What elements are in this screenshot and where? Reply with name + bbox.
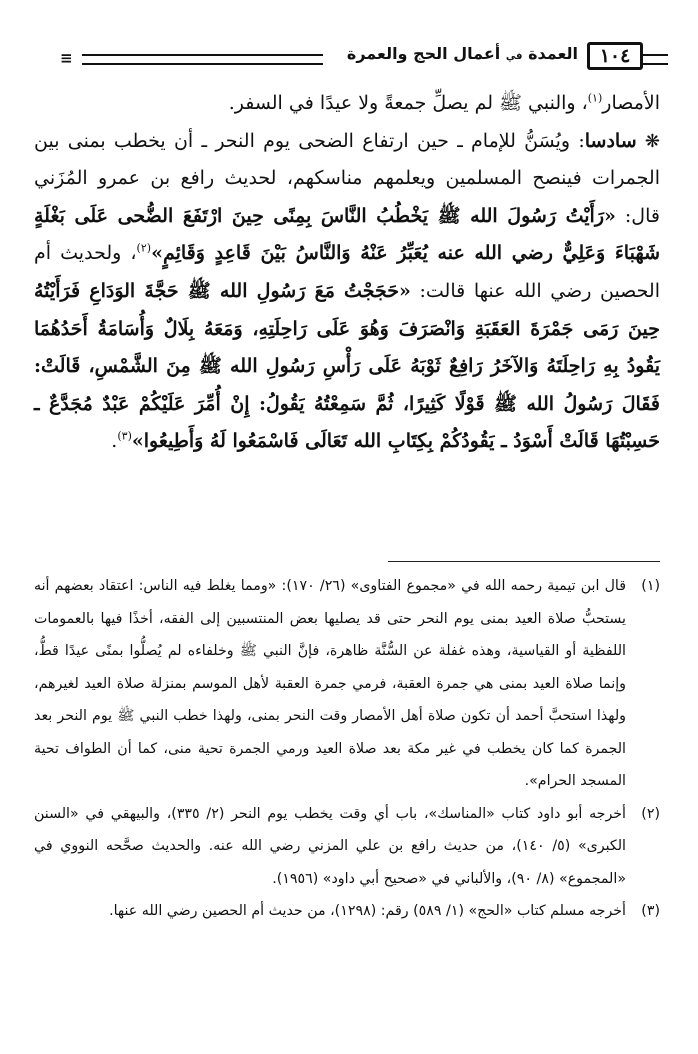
paragraph-1: الأمصار$^{(١)}$، والنبي ﷺ لم يصلِّ جمعةً ولا عيدًا في السفر. xyxy=(228,91,660,114)
footnote-number: (١) xyxy=(641,578,660,594)
paragraph-2: ❋ سادسا: ويُسَنُّ للإمام ـ حين ارتفاع الضحى يوم النحر ـ أن يخطب بمنى بين الجمرات فينصح المسلمين ويعلمهم مناسكهم، لحديث رافع بن عمرو المُزَني قال: «رَأَيْتُ رَسُولَ الله ﷺ يَخْطُبُ النَّاسَ بِمِنًى حِينَ ارْتَفَعَ الضُّحى عَلَى بَغْلَةٍ شَهْبَاءَ وَعَلِيٌّ رضي الله عنه يُعَبِّرُ عَنْهُ وَالنَّاسُ بَيْنَ قَاعِدٍ وَقَائِمٍ»$^{(٢)}$، ولحديث أم الحصين رضي الله عنها قالت: «حَجَجْتُ مَعَ رَسُولِ الله ﷺ حَجَّةَ الوَدَاعِ فَرَأَيْتُهُ حِينَ رَمَى جَمْرَةَ العَقَبَةِ وَانْصَرَفَ وَهُوَ عَلَى رَاحِلَتِهِ، وَمَعَهُ بِلَالٌ وَأُسَامَةُ أَحَدُهُمَا يَقُودُ بِهِ رَاحِلَتَهُ وَالآخَرُ رَافِعٌ ثَوْبَهُ عَلَى رَأْسِ رَسُولِ الله ﷺ مِنَ الشَّمْسِ، قَالَتْ: فَقَالَ رَسُولُ الله ﷺ قَوْلًا كَثِيرًا، ثُمَّ سَمِعْتُهُ يَقُولُ: إِنْ أُمِّرَ عَلَيْكُمْ عَبْدٌ مُجَدَّعٌ ـ حَسِبْتُهَا قَالَتْ أَسْوَدُ ـ يَقُودُكُمْ بِكِتَابِ الله تَعَالَى فَاسْمَعُوا لَهُ وَأَطِيعُوا»$^{(٣)}$. xyxy=(34,129,661,453)
footnote-3 xyxy=(34,895,660,928)
footnote-ref-1[interactable]: (١) xyxy=(587,91,603,105)
main-text xyxy=(34,85,660,461)
hadith-quote-1: «رَأَيْتُ رَسُولَ الله ﷺ يَخْطُبُ النَّاسَ بِمِنًى حِينَ ارْتَفَعَ الضُّحى عَلَى بَغْلَةٍ شَهْبَاءَ وَعَلِيٌّ رضي الله عنه يُعَبِّرُ عَنْهُ وَالنَّاسُ بَيْنَ قَاعِدٍ وَقَائِمٍ» xyxy=(34,204,661,265)
running-header xyxy=(30,40,668,74)
header-rule-right xyxy=(643,54,668,65)
page-number: ١٠٤ xyxy=(587,42,643,70)
section-heading-sixth: سادسا xyxy=(584,129,637,152)
footnote-number: (٢) xyxy=(641,805,660,822)
footnotes xyxy=(34,570,660,928)
star-ornament: ❋ xyxy=(644,130,660,152)
header-rule-middle xyxy=(82,54,323,65)
footnote-number: (٣) xyxy=(641,903,660,919)
footnote-text: قال ابن تيمية رحمه الله في «مجموع الفتاوى» (٢٦/ ١٧٠): «ومما يغلط فيه الناس: اعتقاد بعضهم أنه يستحبُّ صلاة العيد بمنى يوم النحر حتى قد يصليها بعض المنتسبين إلى الفقه، أخذًا فيها بالعمومات اللفظية أو القياسية، وهذه غفلة عن السُّنَّة ظاهرة، فإنَّ النبي ﷺ وخلفاءه لم يُصلُّوا بمنًى عيدًا قطُّ، وإنما صلاة العيد بمنى هي جمرة العقبة، فرمي جمرة العقبة لأهل الموسم بمنزلة صلاة العيد لغيرهم، ولهذا استحبَّ أحمد أن تكون صلاة أهل الأمصار وقت النحر بمنى، ولهذا خطب النبي ﷺ يوم النحر بعد الجمرة كما كان يخطب في غير مكة بعد صلاة العيد ورمي الجمرة تحية منى، كما أن الطواف تحية المسجد الحرام». xyxy=(34,578,626,789)
hadith-quote-2: «حَجَجْتُ مَعَ رَسُولِ الله ﷺ حَجَّةَ الوَدَاعِ فَرَأَيْتُهُ حِينَ رَمَى جَمْرَةَ العَقَبَةِ وَانْصَرَفَ وَهُوَ عَلَى رَاحِلَتِهِ، وَمَعَهُ بِلَالٌ وَأُسَامَةُ أَحَدُهُمَا يَقُودُ بِهِ رَاحِلَتَهُ وَالآخَرُ رَافِعٌ ثَوْبَهُ عَلَى رَأْسِ رَسُولِ الله ﷺ مِنَ الشَّمْسِ، قَالَتْ: فَقَالَ رَسُولُ الله ﷺ قَوْلًا كَثِيرًا، ثُمَّ سَمِعْتُهُ يَقُولُ: إِنْ أُمِّرَ عَلَيْكُمْ عَبْدٌ مُجَدَّعٌ ـ حَسِبْتُهَا قَالَتْ أَسْوَدُ ـ يَقُودُكُمْ بِكِتَابِ الله تَعَالَى فَاسْمَعُوا لَهُ وَأَطِيعُوا» xyxy=(34,279,660,453)
header-title xyxy=(347,44,578,63)
header-ornament: ≡ xyxy=(60,49,73,67)
header-title-part1: العمدة xyxy=(528,44,578,63)
header-title-part3: أعمال الحج والعمرة xyxy=(346,44,501,63)
footnote-1 xyxy=(34,570,660,798)
header-title-part2: في xyxy=(505,51,523,62)
footnote-text: أخرجه أبو داود كتاب «المناسك»، باب أي وقت يخطب يوم النحر (٢/ ٣٣٥)، والبيهقي في «السنن الكبرى» (٥/ ١٤٠)، من حديث رافع بن علي المزني رضي الله عنه. والحديث صحَّحه النووي في «المجموع» (٨/ ٩٠)، والألباني في «صحيح أبي داود» (١٩٥٦). xyxy=(34,805,626,887)
footnote-separator xyxy=(388,561,660,562)
footnote-ref-3[interactable]: (٣) xyxy=(117,430,132,444)
footnote-text: أخرجه مسلم كتاب «الحج» (١/ ٥٨٩) رقم: (١٢٩٨)، من حديث أم الحصين رضي الله عنها. xyxy=(109,903,626,919)
footnote-2 xyxy=(34,798,660,896)
footnote-ref-2[interactable]: (٢) xyxy=(136,242,152,256)
